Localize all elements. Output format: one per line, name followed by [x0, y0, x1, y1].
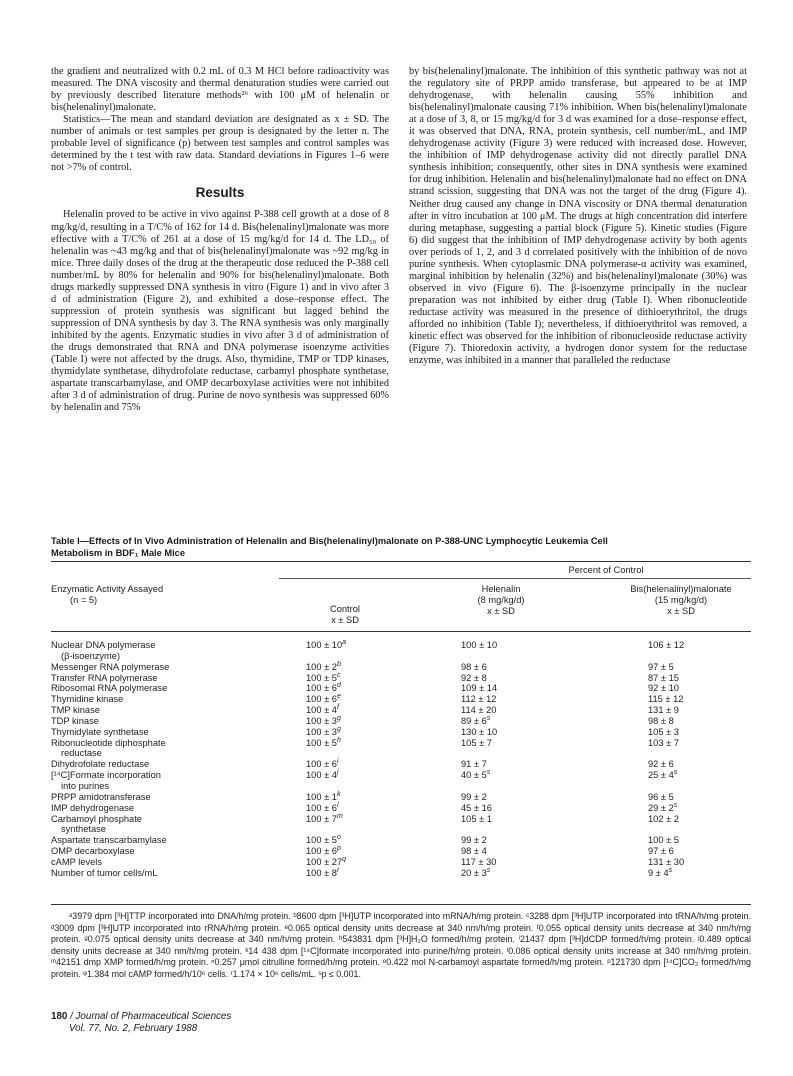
helenalin-value: 45 ± 16: [461, 802, 492, 813]
statistics-lead: Statistics—: [63, 114, 111, 126]
helenalin-value-cell: [461, 738, 531, 749]
journal-name: / Journal of Pharmaceutical Sciences: [67, 1011, 232, 1022]
control-value: 100 ± 3: [306, 726, 337, 737]
bis-header-line1: Bis(helenalinyl)malonate: [630, 584, 732, 594]
activity-cell: [51, 705, 251, 716]
table-row: [51, 662, 751, 673]
activity-cell: [51, 846, 251, 857]
table-row: [51, 857, 751, 868]
activity-label: OMP decarboxylase: [51, 846, 135, 857]
left-column: [51, 66, 389, 414]
control-value: 100 ± 10: [306, 640, 343, 650]
control-value-cell: [306, 803, 386, 814]
helenalin-value-cell: [461, 868, 531, 879]
activity-label: Nuclear DNA polymerase: [51, 640, 156, 650]
activity-cell: [51, 759, 251, 770]
percent-header-rule: [279, 578, 751, 579]
helenalin-value: 99 ± 2: [461, 791, 487, 802]
activity-cell: [51, 738, 251, 760]
activity-cell: [51, 716, 251, 727]
control-value-footnote-mark: l: [336, 801, 339, 809]
control-value-cell: [306, 770, 386, 781]
helenalin-header-line3: x ± SD: [487, 606, 515, 616]
page-number: 180: [51, 1011, 68, 1022]
table-body: [51, 640, 751, 879]
helenalin-header-line2: (8 mg/kg/d): [477, 595, 525, 605]
bis-value: 96 ± 5: [648, 791, 674, 802]
bis-value-cell: [648, 759, 718, 770]
control-value-footnote-mark: p: [336, 844, 341, 852]
activity-cell: [51, 683, 251, 694]
control-value: 100 ± 4: [306, 770, 337, 781]
table-title-line2: Metabolism in BDF₁ Male Mice: [51, 547, 186, 558]
helenalin-value-cell: [461, 727, 531, 738]
helenalin-value: 92 ± 8: [461, 672, 487, 683]
helenalin-value-footnote-mark: s: [486, 714, 491, 722]
helenalin-value-cell: [461, 694, 531, 705]
bis-header-line2: (15 mg/kg/d): [654, 595, 708, 605]
helenalin-value: 20 ± 3: [461, 867, 487, 878]
activity-label: [¹⁴C]Formate incorporation: [51, 770, 161, 781]
helenalin-value: 109 ± 14: [461, 683, 498, 694]
control-value-cell: [306, 835, 386, 846]
activity-label: PRPP amidotransferase: [51, 791, 151, 802]
activity-cell: [51, 803, 251, 814]
table-row: [51, 759, 751, 770]
activity-label-continued: synthetase: [61, 824, 106, 835]
results-paragraph: Helenalin proved to be active in vivo against P-388 cell growth at a dose of 8 mg/kg/d, resulting in a T/C% of 162 for 14 d. Bis(helenalinyl)malonate was more effective with a T/C% of 261 at a dose of 15 mg/kg/d for 14 d. The LD₅₀ of helenalin was ~43 mg/kg and that of bis(helenalinyl)malonate was ~92 mg/kg in mice. Three daily doses of the drug at the therapeutic dose reduced the P-388 cell number/mL by 80% for helenalin and 90% for bis(helenalinyl)malonate. Both drugs markedly suppressed DNA synthesis in vitro (Figure 1) and in vivo after 3 d of administration (Figure 2), and exhibited a dose–response effect. The suppression of protein synthesis was significant but lagged behind the suppression of DNA synthesis by day 3. The RNA synthesis was only marginally inhibited by the agents. Enzymatic studies in vivo after 3 d of administration of the drugs demonstrated that RNA and DNA polymerase isoenzyme activities (Table I) were not affected by the drugs. Also, thymidine, TMP or TDP kinases, thymidylate synthetase, dihydrofolate reductase, carbamyl phosphate synthetase, aspartate transcarbamylase, and OMP decarboxylase activities were not inhibited after 3 d of administration of drug. Purine de novo synthesis was suppressed 60% by helenalin and 75%: [51, 209, 389, 414]
control-value-cell: [306, 673, 386, 684]
control-value: 100 ± 2: [306, 661, 337, 672]
helenalin-value-cell: [461, 770, 531, 781]
bis-value-cell: [648, 792, 718, 803]
n-header: (n = 5): [70, 595, 98, 605]
bis-value-cell: [648, 814, 718, 825]
table-header-rule: [51, 631, 751, 632]
control-value-cell: [306, 792, 386, 803]
bis-value: 98 ± 8: [648, 715, 674, 726]
control-value-cell: [306, 814, 386, 825]
bis-value-cell: [648, 835, 718, 846]
helenalin-value-footnote-mark: s: [486, 866, 491, 874]
helenalin-value: 98 ± 4: [461, 846, 487, 857]
table-row: [51, 683, 751, 694]
table-top-rule: [51, 561, 751, 562]
helenalin-value: 99 ± 2: [461, 835, 487, 846]
table-row: [51, 640, 751, 662]
control-value-cell: [306, 857, 386, 868]
helenalin-value-cell: [461, 673, 531, 684]
activity-label: Ribonucleotide diphosphate: [51, 737, 166, 748]
control-value-footnote-mark: f: [336, 703, 339, 711]
control-value-footnote-mark: c: [336, 671, 341, 679]
helenalin-value-cell: [461, 683, 531, 694]
control-value-cell: [306, 716, 386, 727]
bis-value: 106 ± 12: [648, 640, 685, 650]
table-row: [51, 770, 751, 792]
helenalin-value-cell: [461, 803, 531, 814]
activity-label-continued: (β-isoenzyme): [61, 650, 121, 661]
activity-column-header: Enzymatic Activity Assayed: [51, 584, 164, 594]
control-value: 100 ± 1: [306, 791, 337, 802]
bis-value: 100 ± 5: [648, 835, 679, 846]
table-row: [51, 738, 751, 760]
bis-value-cell: [648, 673, 718, 684]
bis-value: 131 ± 30: [648, 856, 685, 867]
activity-label: Carbamoyl phosphate: [51, 813, 142, 824]
activity-label: Thymidine kinase: [51, 694, 124, 705]
control-value: 100 ± 5: [306, 672, 337, 683]
control-value-footnote-mark: r: [336, 866, 340, 874]
helenalin-value: 89 ± 6: [461, 715, 487, 726]
table-row: [51, 673, 751, 684]
activity-cell: [51, 673, 251, 684]
activity-label: TMP kinase: [51, 705, 100, 716]
table-row: [51, 814, 751, 836]
bis-value-cell: [648, 694, 718, 705]
activity-label: Ribosomal RNA polymerase: [51, 683, 168, 694]
table-row: [51, 868, 751, 879]
activity-label: Dihydrofolate reductase: [51, 759, 150, 770]
activity-cell: [51, 727, 251, 738]
activity-cell: [51, 770, 251, 792]
bis-value: 97 ± 6: [648, 846, 674, 857]
helenalin-value-cell: [461, 846, 531, 857]
control-value-footnote-mark: o: [336, 834, 341, 842]
control-value-cell: [306, 727, 386, 738]
bis-header: [606, 584, 756, 617]
control-value-cell: [306, 640, 386, 651]
table-row: [51, 716, 751, 727]
bis-value-footnote-mark: s: [673, 769, 678, 777]
bis-value-footnote-mark: s: [668, 866, 673, 874]
control-value-footnote-mark: m: [336, 812, 343, 820]
control-value: 100 ± 4: [306, 705, 337, 716]
control-value-footnote-mark: h: [336, 736, 341, 744]
bis-value-cell: [648, 705, 718, 716]
control-value: 100 ± 8: [306, 867, 337, 878]
helenalin-value: 114 ± 20: [461, 705, 497, 716]
helenalin-value: 105 ± 1: [461, 813, 492, 824]
bis-value-cell: [648, 846, 718, 857]
control-value-footnote-mark: k: [336, 790, 341, 798]
helenalin-value-cell: [461, 640, 531, 651]
results-heading: Results: [195, 185, 245, 201]
control-value: 100 ± 6: [306, 683, 337, 694]
control-header-line1: Control: [330, 604, 360, 614]
helenalin-value: 130 ± 10: [461, 726, 498, 737]
page-footer: [51, 1011, 231, 1035]
bis-value: 97 ± 5: [648, 661, 674, 672]
bis-value: 102 ± 2: [648, 813, 679, 824]
table-title: [51, 536, 751, 559]
control-value: 100 ± 6: [306, 846, 337, 857]
helenalin-value-cell: [461, 814, 531, 825]
control-header: [279, 604, 411, 626]
activity-label: Messenger RNA polymerase: [51, 661, 170, 672]
bis-value: 25 ± 4: [648, 770, 674, 781]
helenalin-value-cell: [461, 759, 531, 770]
bis-value: 105 ± 3: [648, 726, 679, 737]
helenalin-value-cell: [461, 662, 531, 673]
helenalin-value: 91 ± 7: [461, 759, 487, 770]
bis-value: 103 ± 7: [648, 737, 679, 748]
table-row: [51, 705, 751, 716]
control-value-cell: [306, 683, 386, 694]
control-value: 100 ± 7: [306, 813, 337, 824]
table-footnotes: ᵃ3979 dpm [³H]TTP incorporated into DNA/h/mg protein. ᵇ8600 dpm [³H]UTP incorporated into mRNA/h/mg protein. ᶜ3288 dpm [³H]UTP incorporated into tRNA/h/mg protein. ᵈ3009 dpm [³H]UTP incorporated into rRNA/h/mg protein. ᵉ0.065 optical density units decrease at 340 nm/h/mg protein. ᶠ0.055 optical density units decrease at 340 nm/h/mg protein. ᵍ0.075 optical density units decrease at 340 nm/h/mg protein. ʰ543831 dpm [³H]H₂O formed/h/mg protein. ⁱ21437 dpm [³H]dCDP formed/h/mg protein. ʲ0.489 optical density units decrease at 340 nm/h/mg protein. ᵏ14 438 dpm [¹⁴C]formate incorporated into purine/h/mg protein. ˡ0.086 optical density units increase at 340 nm/h/mg protein. ᵐ42151 dmp XMP formed/h/mg protein. ⁿ0.257 μmol citrulline formed/h/mg protein. ᵒ0.422 mol N-carbamoyl aspartate formed/h/mg protein. ᵖ121730 dpm [¹⁴C]CO₂ formed/h/mg protein. ᵠ1.384 mol cAMP formed/h/10⁶ cells. ʳ1.174 × 10⁶ cells/mL. ˢp ≤ 0.001.: [51, 911, 751, 979]
bis-value: 131 ± 9: [648, 705, 679, 716]
bis-value: 87 ± 15: [648, 672, 679, 683]
helenalin-value: 105 ± 7: [461, 737, 492, 748]
volume-info: Vol. 77, No. 2, February 1988: [69, 1023, 198, 1034]
control-value-cell: [306, 868, 386, 879]
bis-value: 115 ± 12: [648, 694, 684, 705]
helenalin-header-line1: Helenalin: [481, 584, 521, 594]
table-row: [51, 792, 751, 803]
activity-cell: [51, 792, 251, 803]
bis-value-footnote-mark: s: [673, 801, 678, 809]
right-column: [409, 66, 747, 367]
control-value-cell: [306, 662, 386, 673]
activity-cell: [51, 662, 251, 673]
control-value: 100 ± 27: [306, 856, 343, 867]
table-row: [51, 846, 751, 857]
bis-value-cell: [648, 868, 718, 879]
table-title-line1: Table I—Effects of In Vivo Administration of Helenalin and Bis(helenalinyl)malonate on P-388-UNC Lymphocytic Leukemia Cell: [51, 536, 608, 546]
activity-cell: [51, 835, 251, 846]
helenalin-header: [431, 584, 571, 617]
helenalin-value: 100 ± 10: [461, 640, 498, 650]
helenalin-value-cell: [461, 792, 531, 803]
helenalin-value-footnote-mark: s: [486, 769, 491, 777]
control-value: 100 ± 3: [306, 715, 337, 726]
control-value-footnote-mark: a: [342, 638, 347, 646]
statistics-paragraph: [51, 114, 389, 174]
table-row: [51, 835, 751, 846]
activity-label: TDP kinase: [51, 715, 99, 726]
table-bottom-rule: [51, 904, 751, 905]
activity-label: Thymidylate synthetase: [51, 726, 149, 737]
bis-value-cell: [648, 738, 718, 749]
activity-label: Number of tumor cells/mL: [51, 867, 158, 878]
activity-cell: [51, 640, 251, 662]
control-value-cell: [306, 705, 386, 716]
table-row: [51, 803, 751, 814]
activity-cell: [51, 868, 251, 879]
bis-value-cell: [648, 640, 718, 651]
control-value-footnote-mark: d: [336, 682, 341, 690]
control-value-footnote-mark: i: [336, 758, 339, 766]
activity-cell: [51, 857, 251, 868]
table-row: [51, 694, 751, 705]
bis-value-cell: [648, 727, 718, 738]
bis-value: 92 ± 6: [648, 759, 674, 770]
control-value: 100 ± 5: [306, 737, 337, 748]
activity-label: Aspartate transcarbamylase: [51, 835, 167, 846]
bis-value: 92 ± 10: [648, 683, 679, 694]
control-value-footnote-mark: j: [336, 769, 339, 777]
helenalin-value-cell: [461, 835, 531, 846]
activity-cell: [51, 814, 251, 836]
control-value: 100 ± 5: [306, 835, 337, 846]
methods-continued-paragraph: the gradient and neutralized with 0.2 mL of 0.3 M HCl before radioactivity was measured. The DNA viscosity and thermal denaturation studies were carried out by previously described literature methods²⁶ with 100 μM of helenalin or bis(helenalinyl)malonate.: [51, 66, 389, 114]
helenalin-value: 98 ± 6: [461, 661, 487, 672]
control-value: 100 ± 6: [306, 759, 337, 770]
helenalin-value-cell: [461, 716, 531, 727]
control-value: 100 ± 6: [306, 802, 337, 813]
control-value-footnote-mark: g: [336, 725, 341, 733]
bis-value: 9 ± 4: [648, 867, 669, 878]
bis-value-cell: [648, 857, 718, 868]
percent-of-control-header: Percent of Control: [568, 565, 644, 575]
helenalin-value: 40 ± 5: [461, 770, 487, 781]
bis-header-line3: x ± SD: [667, 606, 695, 616]
bis-value-cell: [648, 770, 718, 781]
control-value-footnote-mark: g: [336, 714, 341, 722]
control-value-cell: [306, 694, 386, 705]
activity-label-continued: reductase: [61, 748, 102, 759]
bis-value: 29 ± 2: [648, 802, 674, 813]
control-value: 100 ± 6: [306, 694, 337, 705]
activity-cell: [51, 694, 251, 705]
control-value-footnote-mark: q: [342, 855, 347, 863]
activity-label: Transfer RNA polymerase: [51, 672, 158, 683]
control-value-footnote-mark: e: [336, 693, 341, 701]
bis-value-cell: [648, 803, 718, 814]
activity-label-continued: into purines: [61, 780, 110, 791]
helenalin-value: 117 ± 30: [461, 856, 497, 867]
control-value-cell: [306, 738, 386, 749]
results-continued-paragraph: by bis(helenalinyl)malonate. The inhibition of this synthetic pathway was not at the regulatory site of PRPP amido transferase, but appeared to be at IMP dehydrogenase, with helenalin causing 55% inhibition and bis(helenalinyl)malonate causing 71% inhibition. When bis(helenalinyl)malonate at a dose of 3, 8, or 15 mg/kg/d for 3 d was examined for a dose–response effect, it was observed that DNA, RNA, protein synthesis, cell number/mL, and IMP dehydrogenase activity (Figure 3) were reduced with increased dose. However, the inhibition of IMP dehydrogenase activity did not directly parallel DNA synthesis inhibition; consequently, other sites in DNA synthesis were examined for drug inhibition. Helenalin and bis(helenalinyl)malonate had no effect on DNA strand scission, suggesting that DNA was not the target of the drug (Figure 4). Neither drug caused any change in DNA viscosity or DNA thermal denaturation after in vitro incubation at 100 μM. The drugs at high concentration did interfere during metaphase, suggesting a partial block (Figure 5). Kinetic studies (Figure 6) did suggest that the inhibition of IMP dehydrogenase activity by both agents over periods of 1, 2, and 3 d correlated positively with the inhibition of de novo purine synthesis. When cytoplasmic DNA polymerase-α activity was examined, marginal inhibition by helenalin (32%) and bis(helenalinyl)malonate (30%) was observed in vivo (Figure 6). The β-isoenzyme principally in the nuclear preparation was not inhibited by either drug (Table I). When ribonucleotide reductase activity was measured in the presence of dithioerythritol, the drugs afforded no inhibition (Table I); nevertheless, if dithioerythritol was removed, a kinetic effect was observed for the inhibition of ribonucleoside reductase activity (Figure 7). Thioredoxin activity, a hydrogen donor system for the reductase enzyme, was inhibited in a manner that paralleled the reductase: [409, 66, 747, 367]
helenalin-value-cell: [461, 705, 531, 716]
helenalin-value: 112 ± 12: [461, 694, 497, 705]
bis-value-cell: [648, 716, 718, 727]
control-header-line2: x ± SD: [331, 615, 359, 625]
bis-value-cell: [648, 683, 718, 694]
activity-label: cAMP levels: [51, 856, 102, 867]
control-value-footnote-mark: b: [336, 660, 341, 668]
bis-value-cell: [648, 662, 718, 673]
control-value-cell: [306, 759, 386, 770]
table-row: [51, 727, 751, 738]
statistics-text: The mean and standard deviation are designated as x ± SD. The number of animals or test samples per group is designated by the letter n. The probable level of significance (p) between test samples and control samples was determined by the t test with raw data. Standard deviations in Figures 1–6 were not >7% of control.: [51, 114, 389, 174]
activity-label: IMP dehydrogenase: [51, 802, 135, 813]
helenalin-value-cell: [461, 857, 531, 868]
